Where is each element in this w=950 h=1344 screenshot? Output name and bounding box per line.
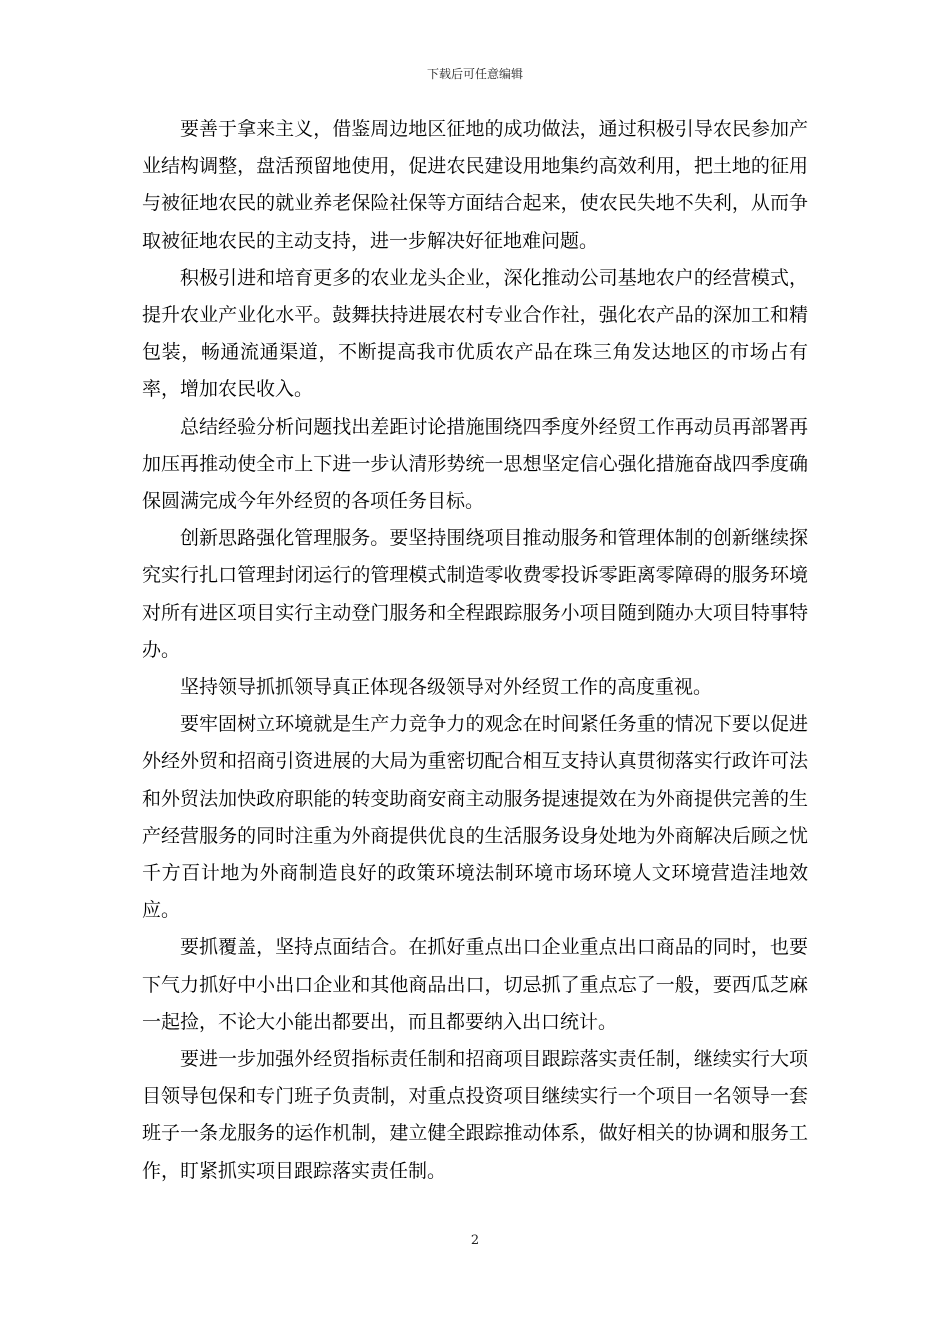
document-body	[142, 111, 808, 1190]
paragraph-agriculture-industrialization: 积极引进和培育更多的农业龙头企业，深化推动公司基地农户的经营模式，提升农业产业化水平。鼓舞扶持进展农村专业合作社，强化农产品的深加工和精包装，畅通流通渠道，不断提高我市优质农产品在珠三角发达地区的市场占有率，增加农民收入。	[142, 266, 808, 401]
paragraph-export-coverage: 要抓覆盖，坚持点面结合。在抓好重点出口企业重点出口商品的同时，也要下气力抓好中小出口企业和其他商品出口，切忌抓了重点忘了一般，要西瓜芝麻一起捡，不论大小能出都要出，而且都要纳入出口统计。	[142, 936, 808, 1033]
paragraph-leadership: 坚持领导抓抓领导真正体现各级领导对外经贸工作的高度重视。	[180, 676, 713, 699]
paragraph-management-service: 创新思路强化管理服务。要坚持围绕项目推动服务和管理体制的创新继续探究实行扎口管理封闭运行的管理模式制造零收费零投诉零距离零障碍的服务环境对所有进区项目实行主动登门服务和全程跟踪服务小项目随到随办大项目特事特办。	[142, 527, 808, 661]
paragraph-fourth-quarter-goals: 总结经验分析问题找出差距讨论措施围绕四季度外经贸工作再动员再部署再加压再推动使全市上下进一步认清形势统一思想坚定信心强化措施奋战四季度确保圆满完成今年外经贸的各项任务目标。	[142, 415, 808, 513]
paragraph-land-acquisition: 要善于拿来主义，借鉴周边地区征地的成功做法，通过积极引导农民参加产业结构调整，盘活预留地使用，促进农民建设用地集约高效利用，把土地的征用与被征地农民的就业养老保险社保等方面结合起来，使农民失地不失利，从而争取被征地农民的主动支持，进一步解决好征地难问题。	[142, 118, 808, 252]
paragraph-responsibility-system: 要进一步加强外经贸指标责任制和招商项目跟踪落实责任制，继续实行大项目领导包保和专门班子负责制，对重点投资项目继续实行一个项目一名领导一套班子一条龙服务的运作机制，建立健全跟踪推动体系，做好相关的协调和服务工作，盯紧抓实项目跟踪落实责任制。	[142, 1048, 808, 1182]
paragraph-environment: 要牢固树立环境就是生产力竞争力的观念在时间紧任务重的情况下要以促进外经外贸和招商引资进展的大局为重密切配合相互支持认真贯彻落实行政许可法和外贸法加快政府职能的转变助商安商主动服务提速提效在为外商提供完善的生产经营服务的同时注重为外商提供优良的生活服务设身处地为外商解决后顾之忧千方百计地为外商制造良好的政策环境法制环境市场环境人文环境营造洼地效应。	[142, 713, 808, 922]
page-number: 2	[470, 1233, 480, 1248]
page-header: 下载后可任意编辑	[426, 67, 523, 81]
